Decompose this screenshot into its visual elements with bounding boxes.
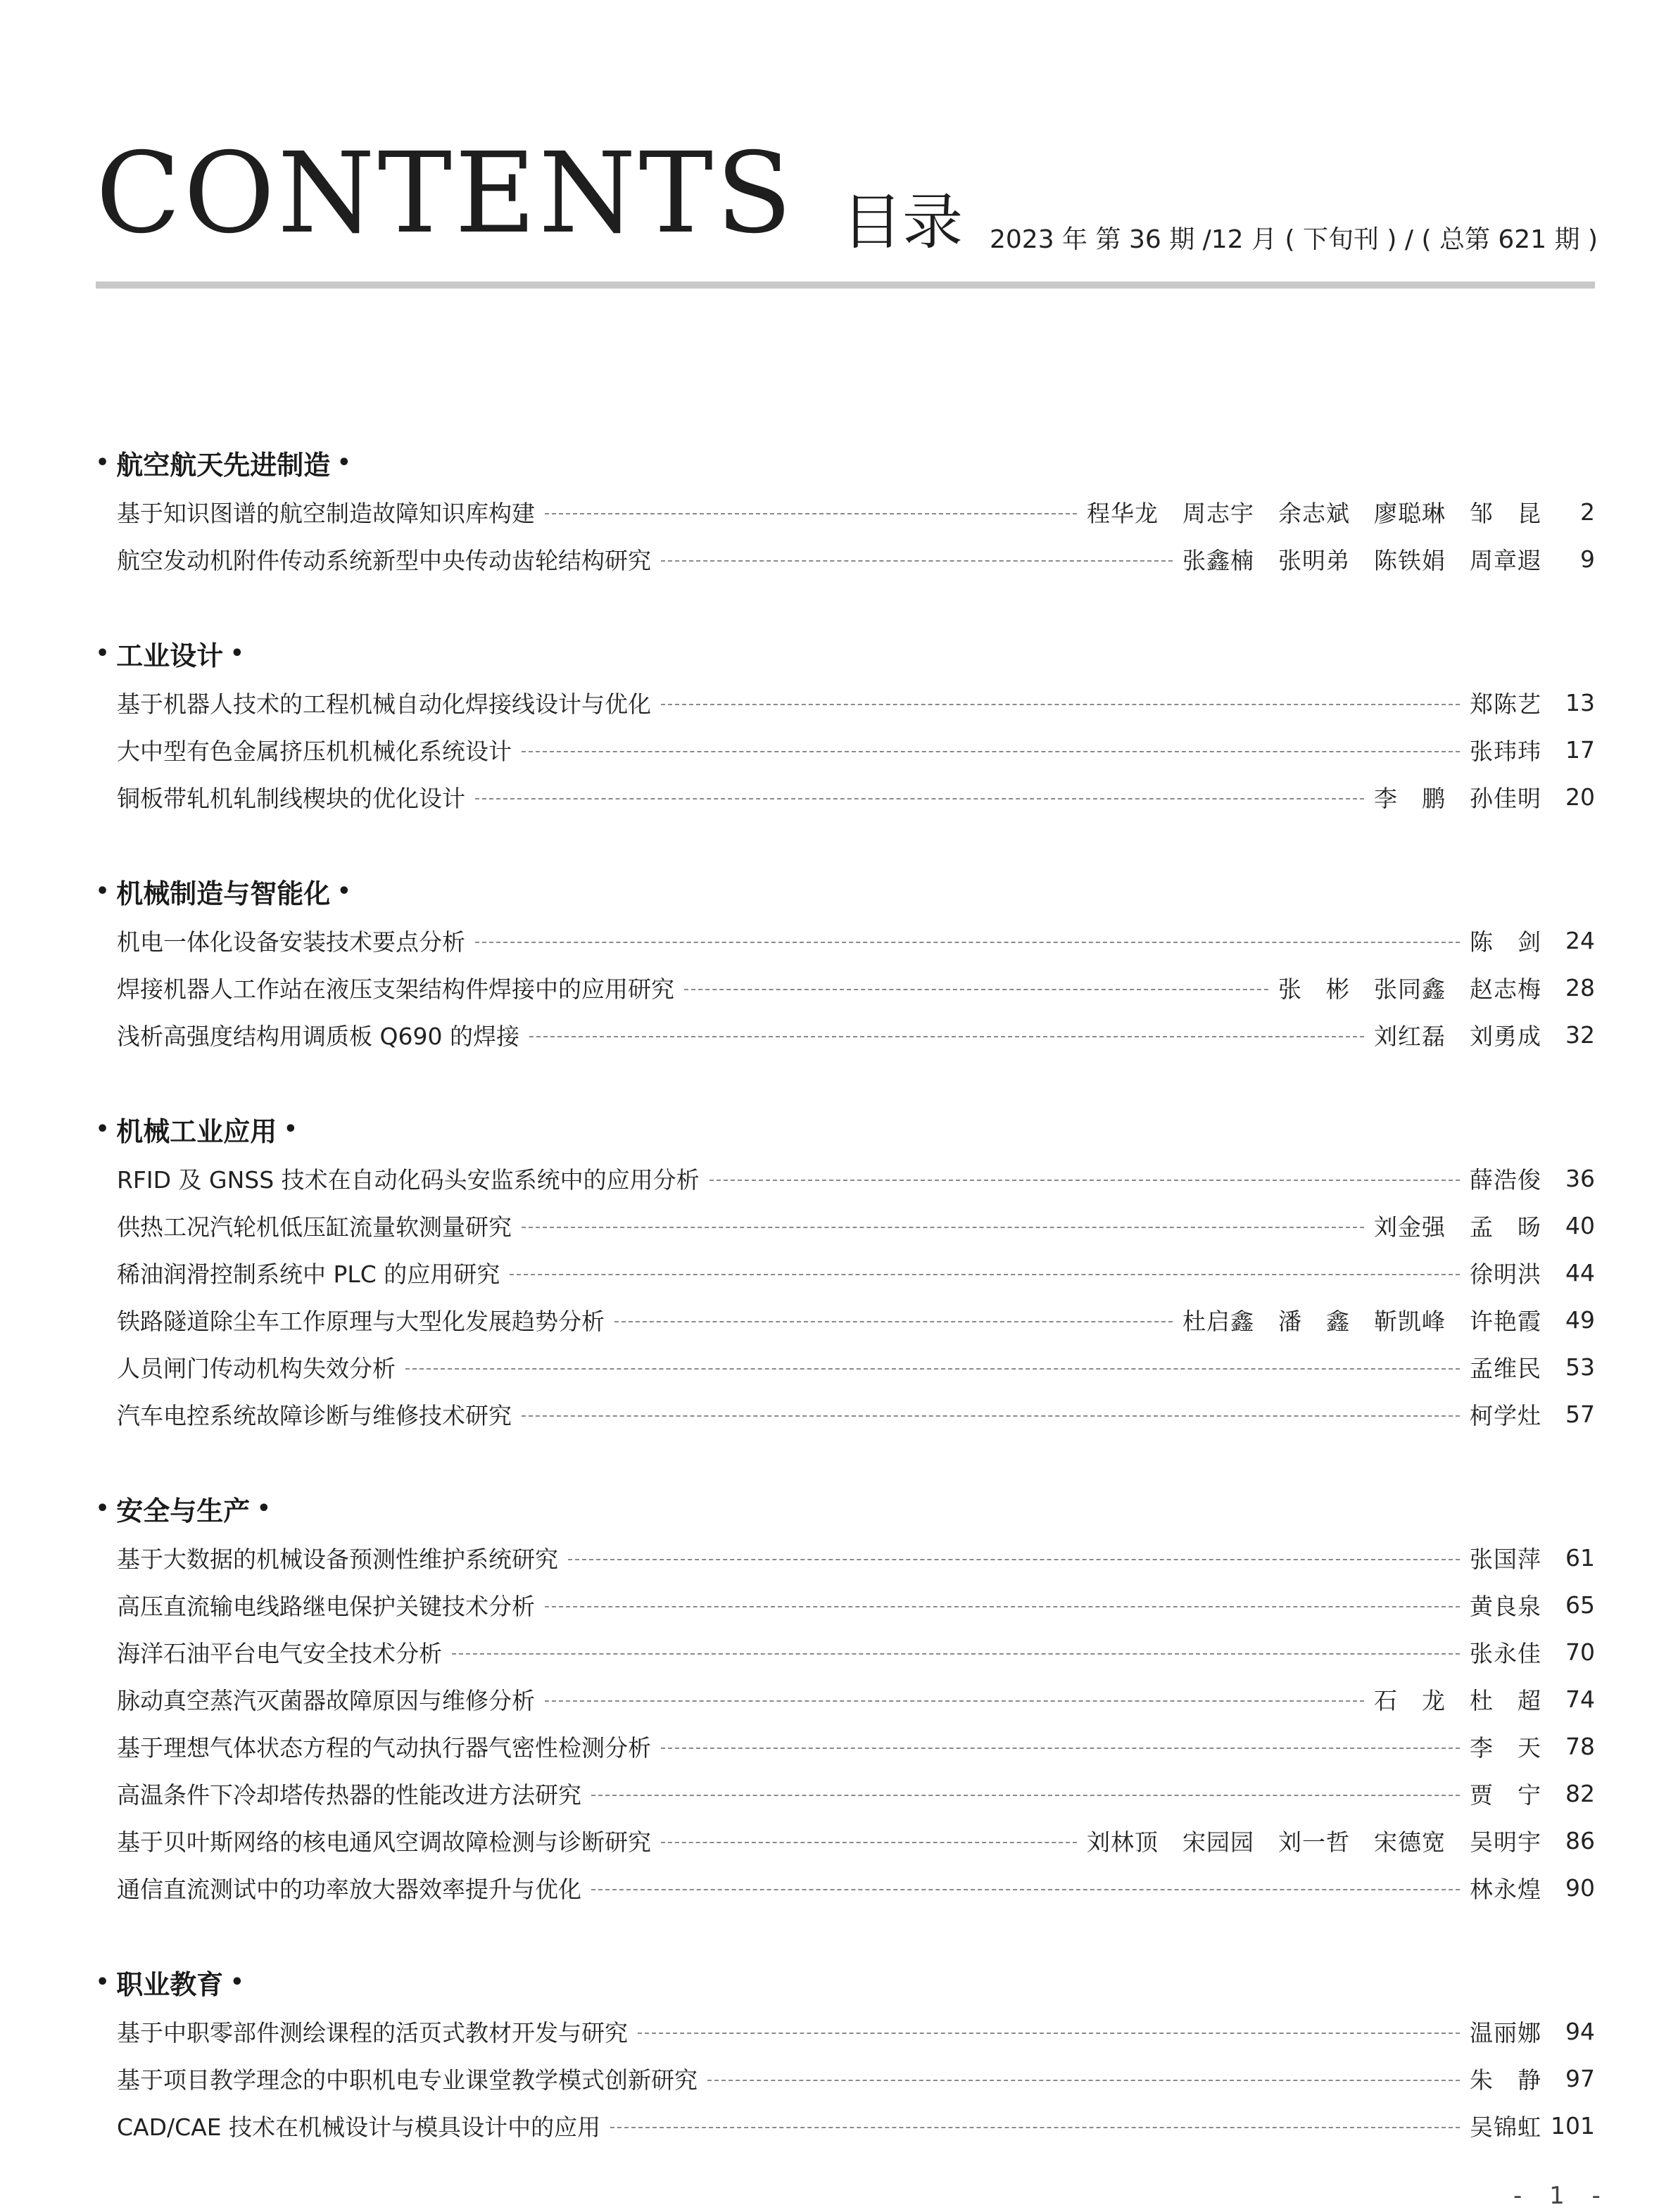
article-authors: 吴锦虹: [1470, 2113, 1541, 2141]
dot-leader: [475, 942, 1460, 943]
dot-leader: [591, 1889, 1460, 1890]
article-page: 78: [1565, 1733, 1595, 1760]
article-page: 94: [1565, 2018, 1595, 2045]
article-title: 海洋石油平台电气安全技术分析: [117, 1640, 442, 1667]
article-title: 铜板带轧机轧制线楔块的优化设计: [117, 785, 465, 812]
toc-section: [96, 436, 1595, 583]
section-heading: [96, 436, 1595, 488]
bullet-icon: •: [337, 878, 351, 904]
bullet-icon: •: [96, 1116, 110, 1142]
article-page: 57: [1565, 1401, 1595, 1428]
toc-entry[interactable]: [96, 1344, 1595, 1391]
toc-entry[interactable]: [96, 1391, 1595, 1438]
contents-title: CONTENTS: [96, 129, 795, 258]
article-title: 航空发动机附件传动系统新型中央传动齿轮结构研究: [117, 547, 651, 574]
article-page: 20: [1565, 783, 1595, 811]
article-title: 基于贝叶斯网络的核电通风空调故障检测与诊断研究: [117, 1828, 651, 1856]
article-title: CAD/CAE 技术在机械设计与模具设计中的应用: [117, 2113, 601, 2141]
toc-entry[interactable]: [96, 488, 1595, 536]
article-page: 74: [1565, 1686, 1595, 1713]
section-title: 机械工业应用: [116, 1116, 277, 1147]
header-divider: [96, 282, 1595, 289]
article-title: RFID 及 GNSS 技术在自动化码头安监系统中的应用分析: [117, 1166, 700, 1194]
dot-leader: [529, 1036, 1364, 1037]
dot-leader: [709, 1180, 1460, 1181]
article-page: 24: [1565, 927, 1595, 954]
dot-leader: [638, 2033, 1460, 2034]
dot-leader: [661, 1842, 1077, 1843]
contents-title-chinese: 目录: [842, 187, 963, 258]
dot-leader: [610, 2127, 1460, 2128]
article-page: 86: [1565, 1827, 1595, 1854]
article-authors: 黄良泉: [1470, 1593, 1541, 1620]
toc-section: [96, 627, 1595, 821]
article-page: 36: [1565, 1165, 1595, 1192]
toc-entry[interactable]: [96, 679, 1595, 726]
article-page: 101: [1551, 2112, 1595, 2140]
section-heading: [96, 1103, 1595, 1155]
article-authors: 张鑫楠 张明弟 陈铁娟 周章遐: [1182, 547, 1541, 574]
toc-entry[interactable]: [96, 1676, 1595, 1723]
toc-entry[interactable]: [96, 1629, 1595, 1676]
article-page: 65: [1565, 1591, 1595, 1619]
dot-leader: [405, 1368, 1460, 1370]
section-title: 机械制造与智能化: [116, 878, 331, 909]
article-title: 铁路隧道除尘车工作原理与大型化发展趋势分析: [117, 1308, 605, 1335]
section-heading: [96, 627, 1595, 679]
article-title: 人员闸门传动机构失效分析: [117, 1355, 396, 1382]
article-page: 28: [1565, 974, 1595, 1001]
article-authors: 刘红磊 刘勇成: [1374, 1023, 1541, 1050]
article-page: 70: [1565, 1638, 1595, 1666]
dot-leader: [591, 1795, 1460, 1796]
article-authors: 温丽娜: [1470, 2019, 1541, 2047]
section-heading: [96, 865, 1595, 917]
bullet-icon: •: [96, 1969, 110, 1995]
article-title: 通信直流测试中的功率放大器效率提升与优化: [117, 1876, 581, 1903]
section-title: 工业设计: [116, 640, 224, 671]
table-of-contents: [96, 436, 1595, 2194]
article-authors: 杜启鑫 潘 鑫 靳凯峰 许艳霞: [1182, 1308, 1541, 1335]
bullet-icon: •: [284, 1116, 298, 1142]
article-authors: 薛浩俊: [1470, 1166, 1541, 1194]
toc-entry[interactable]: [96, 2008, 1595, 2055]
article-authors: 孟维民: [1470, 1355, 1541, 1382]
bullet-icon: •: [96, 1496, 110, 1521]
article-title: 基于大数据的机械设备预测性维护系统研究: [117, 1546, 558, 1573]
bullet-icon: •: [230, 1969, 244, 1995]
article-authors: 刘林顶 宋园园 刘一哲 宋德宽 吴明宇: [1087, 1828, 1541, 1856]
article-page: 13: [1565, 689, 1595, 716]
article-title: 高温条件下冷却塔传热器的性能改进方法研究: [117, 1781, 581, 1809]
toc-entry[interactable]: [96, 1011, 1595, 1058]
dot-leader: [684, 989, 1268, 990]
article-authors: 石 龙 杜 超: [1374, 1687, 1541, 1714]
dot-leader: [661, 1748, 1460, 1749]
bullet-icon: •: [96, 640, 110, 666]
article-title: 焊接机器人工作站在液压支架结构件焊接中的应用研究: [117, 975, 674, 1003]
article-title: 高压直流输电线路继电保护关键技术分析: [117, 1593, 535, 1620]
dot-leader: [707, 2080, 1460, 2081]
dot-leader: [545, 1700, 1364, 1702]
section-title: 安全与生产: [116, 1495, 251, 1527]
dot-leader: [545, 1606, 1460, 1607]
article-page: 9: [1580, 545, 1595, 573]
toc-entry[interactable]: [96, 1817, 1595, 1864]
article-authors: 张 彬 张同鑫 赵志梅: [1278, 975, 1541, 1003]
article-page: 49: [1565, 1306, 1595, 1334]
toc-section: [96, 1103, 1595, 1438]
article-authors: 张玮玮: [1470, 738, 1541, 765]
toc-entry[interactable]: [96, 726, 1595, 773]
article-page: 2: [1580, 498, 1595, 526]
page-number: - 1 -: [1513, 2182, 1610, 2210]
article-authors: 贾 宁: [1470, 1781, 1541, 1809]
masthead: [96, 129, 1598, 274]
toc-entry[interactable]: [96, 1581, 1595, 1629]
article-authors: 朱 静: [1470, 2066, 1541, 2094]
dot-leader: [661, 704, 1460, 705]
issue-info: 2023 年 第 36 期 /12 月 ( 下旬刊 ) / ( 总第 621 期 ): [990, 225, 1598, 254]
dot-leader: [452, 1653, 1460, 1655]
article-authors: 林永煌: [1470, 1876, 1541, 1903]
toc-entry[interactable]: [96, 1155, 1595, 1202]
toc-entry[interactable]: [96, 917, 1595, 964]
dot-leader: [522, 751, 1460, 752]
section-title: 职业教育: [116, 1968, 224, 2000]
article-title: 浅析高强度结构用调质板 Q690 的焊接: [117, 1023, 519, 1050]
bullet-icon: •: [230, 640, 244, 666]
toc-entry[interactable]: [96, 1534, 1595, 1581]
toc-entry[interactable]: [96, 1770, 1595, 1817]
toc-entry[interactable]: [96, 1723, 1595, 1770]
article-title: 汽车电控系统故障诊断与维修技术研究: [117, 1402, 512, 1429]
toc-entry[interactable]: [96, 964, 1595, 1011]
article-authors: 徐明洪: [1470, 1260, 1541, 1288]
article-title: 基于知识图谱的航空制造故障知识库构建: [117, 500, 535, 527]
article-title: 机电一体化设备安装技术要点分析: [117, 928, 465, 956]
article-authors: 程华龙 周志宇 余志斌 廖聪琳 邹 昆: [1087, 500, 1541, 527]
section-heading: [96, 1956, 1595, 2008]
article-title: 供热工况汽轮机低压缸流量软测量研究: [117, 1213, 512, 1241]
toc-entry[interactable]: [96, 773, 1595, 821]
section-heading: [96, 1482, 1595, 1534]
toc-section: [96, 865, 1595, 1058]
toc-section: [96, 1956, 1595, 2149]
toc-entry[interactable]: [96, 1864, 1595, 1911]
dot-leader: [522, 1227, 1364, 1228]
article-page: 61: [1565, 1544, 1595, 1572]
article-page: 32: [1565, 1021, 1595, 1049]
dot-leader: [522, 1415, 1460, 1417]
article-authors: 李 天: [1470, 1734, 1541, 1762]
article-title: 基于中职零部件测绘课程的活页式教材开发与研究: [117, 2019, 628, 2047]
article-authors: 陈 剑: [1470, 928, 1541, 956]
article-page: 17: [1565, 736, 1595, 764]
article-title: 基于机器人技术的工程机械自动化焊接线设计与优化: [117, 690, 651, 718]
toc-entry[interactable]: [96, 2055, 1595, 2102]
bullet-icon: •: [96, 878, 110, 904]
toc-entry[interactable]: [96, 1296, 1595, 1344]
toc-entry[interactable]: [96, 2102, 1595, 2149]
dot-leader: [614, 1321, 1173, 1322]
section-title: 航空航天先进制造: [116, 449, 331, 481]
toc-section: [96, 1482, 1595, 1911]
article-page: 82: [1565, 1780, 1595, 1807]
article-page: 44: [1565, 1259, 1595, 1287]
bullet-icon: •: [257, 1496, 271, 1521]
dot-leader: [661, 560, 1173, 562]
article-title: 稀油润滑控制系统中 PLC 的应用研究: [117, 1260, 500, 1288]
dot-leader: [568, 1559, 1460, 1560]
article-authors: 李 鹏 孙佳明: [1374, 785, 1541, 812]
toc-entry[interactable]: [96, 1202, 1595, 1249]
article-page: 40: [1565, 1212, 1595, 1239]
article-title: 脉动真空蒸汽灭菌器故障原因与维修分析: [117, 1687, 535, 1714]
bullet-icon: •: [96, 450, 110, 475]
article-page: 90: [1565, 1874, 1595, 1902]
article-page: 53: [1565, 1353, 1595, 1381]
article-title: 基于项目教学理念的中职机电专业课堂教学模式创新研究: [117, 2066, 698, 2094]
article-page: 97: [1565, 2065, 1595, 2092]
bullet-icon: •: [337, 450, 351, 475]
article-authors: 柯学灶: [1470, 1402, 1541, 1429]
article-authors: 张国萍: [1470, 1546, 1541, 1573]
article-authors: 郑陈艺: [1470, 690, 1541, 718]
dot-leader: [510, 1274, 1460, 1275]
article-title: 大中型有色金属挤压机机械化系统设计: [117, 738, 512, 765]
toc-entry[interactable]: [96, 536, 1595, 583]
toc-entry[interactable]: [96, 1249, 1595, 1296]
article-authors: 张永佳: [1470, 1640, 1541, 1667]
dot-leader: [545, 513, 1077, 514]
article-title: 基于理想气体状态方程的气动执行器气密性检测分析: [117, 1734, 651, 1762]
article-authors: 刘金强 孟 旸: [1374, 1213, 1541, 1241]
dot-leader: [475, 798, 1364, 800]
